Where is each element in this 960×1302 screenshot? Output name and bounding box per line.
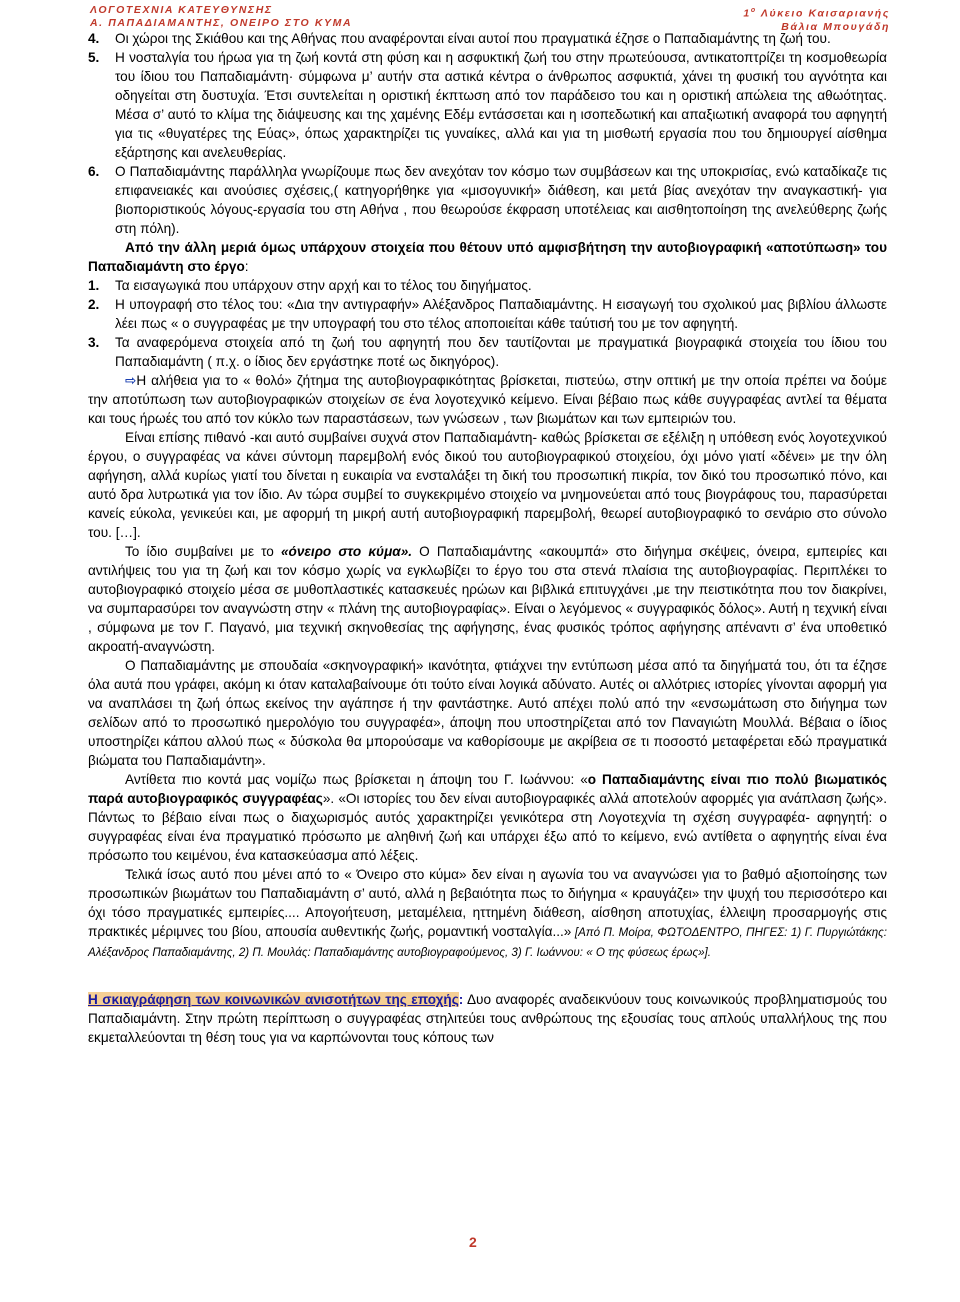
paragraph-same: Το ίδιο συμβαίνει με το «όνειρο στο κύμα». Ο Παπαδιαμάντης «ακουμπά» στο διήγημα σκέψεις, όνειρα, εμπειρίες και αντιλήψεις του για τη ζωή και τον κόσμο χωρίς να εγκλωβίζει το έργο του στα στενά πλαίσια της αυτοβιογραφίας. Περιπλέκει το αυτοβιογραφικό στοιχείο μέσα σε μυθοπλαστικές κατασκευές ηρώων και βιβλικά επιτυγχάνει ,με την πειστικότητα που τον διακρίνει, να συμπαρασύρει τον αναγνώστη στην « πλάνη της αυτοβιογραφίας». Είναι ο λεγόμενος « συγγραφικός δόλος». Αυτή η τεχνική είναι , σύμφωνα με τον Γ. Παγανό, μια τεχνική σκηνοθεσίας της αφήγησης, ένας φυσικός τρόπος αφήγησης απέναντι σ’ ένα υποθετικό ακροατή-αναγνώστη. [88,544,887,654]
highlighted-heading: Η σκιαγράφηση των κοινωνικών ανισοτήτων της εποχής [88,992,459,1007]
list-item [88,29,887,48]
paragraph-stage: Ο Παπαδιαμάντης με σπουδαία «σκηνογραφική» ικανότητα, φτιάχνει την εντύπωση μέσα από τα διηγήματά του, ότι τα έζησε όλα αυτά που γράφει, ακόμη κι όταν καταλαβαίνουμε ότι τούτο είναι λογικά αδύνατο. Αυτές οι αλλότριες ιστορίες γίνονται αφορμή για να αναπλάσει τη ζωή όπως εκείνος την αγάπησε ή την φαντάστηκε. Αυτό απέχει πολύ από την «ενσωμάτωση στο διήγημα των σελίδων από το προσωπικό ημερολόγιο του συγγραφέα», άποψη που υποστηρίζεται από τον Παναγιώτη Μουλλά. Βέβαια ο ίδιος υποστηρίζει κάπου αλλού πως « δύσκολα θα μπορούσαμε να καθορίσουμε με ακρίβεια σε τι ποσοστό μεταφέρεται εδώ πραγματικά βιώματα του Παπαδιαμάντη». [88,658,887,768]
header-work: Α. ΠΑΠΑΔΙΑΜΑΝΤΗΣ, ΟΝΕΙΡΟ ΣΤΟ ΚΥΜΑ [90,17,353,29]
page-header [90,4,890,32]
paragraph-social: Η σκιαγράφηση των κοινωνικών ανισοτήτων της εποχής: Δυο αναφορές αναδεικνύουν τους κοινωνικούς προβληματισμούς του Παπαδιαμάντη. Στην πρώτη περίπτωση ο συγγραφέας στηλιτεύει τους ανθρώπους της εξουσίας τους απλούς υπαλλήλους της που εκμεταλλεύονται τη θέση τους για να καρπώνονται τους κόπους των [88,992,887,1045]
work-title: «όνειρο στο κύμα». [280,544,413,559]
list-item [88,276,887,295]
item-number: 4. [88,31,100,46]
paragraph-final: Τελικά ίσως αυτό που μένει από το « Όνειρο στο κύμα» δεν είναι η αγωνία του να αναγνώσει για το βαθμό αξιοποίησης των προσωπικών βιωμάτων του Παπαδιαμάντη σ’ αυτό, αλλά η βεβαιότητα πως το διήγημα « κραυγάζει» την ψυχή του περισσότερο και όχι τόσο πραγματικές εμπειρίες.... Απογοήτευση, μεταμέλεια, ηττημένη διάθεση, αίσθηση αποτυχίας, έλλειψη προσαρμογής στις πρακτικές μέριμνες του βίου, απουσία αυθεντικής ζωής, ρομαντική νοσταλγία...» [Από Π. Μοίρα, ΦΩΤΟΔΕΝΤΡΟ, ΠΗΓΕΣ: 1) Γ. Πυργιώτάκης: Αλέξανδρος Παπαδιαμάντης, 2) Π. Μουλάς: Παπαδιαμάντης αυτοβιογραφούμενος, 3) Γ. Ιωάννου: « Ο της φύσεως έρως»]. [88,867,888,959]
item-text: Τα εισαγωγικά που υπάρχουν στην αρχή και το τέλος του διηγήματος. [115,278,532,293]
page-number: 2 [469,1234,477,1250]
list-item [88,333,887,371]
header-school: $1^o$ Λύκειο Καισαριανής [743,7,890,20]
arrow-right-icon: ⇨ [125,373,137,388]
header-subject: ΛΟΓΟΤΕΧΝΙΑ ΚΑΤΕΥΘΥΝΣΗΣ [90,4,273,16]
item-text: Τα αναφερόμενα στοιχεία από τη ζωή του αφηγητή που δεν ταυτίζονται με πραγματικά βιογραφικά στοιχεία του ίδιου του Παπαδιαμάντη ( π.χ. ο ίδιος δεν εργάστηκε ποτέ ως δικηγόρος). [115,335,887,369]
item-number: 6. [88,164,100,179]
item-text: Η υπογραφή στο τέλος του: «Δια την αντιγραφήν» Αλέξανδρος Παπαδιαμάντης. Η εισαγωγή του σχολικού μας βιβλίου άλλωστε λέει πως « ο συγγραφέας με την υπογραφή του στο τέλος αποποιείται κάθε ταύτισή του με τον αφηγητή. [115,297,887,331]
section-heading: Από την άλλη μεριά όμως υπάρχουν στοιχεία που θέτουν υπό αμφισβήτηση την αυτοβιογραφική «αποτύπωση» του Παπαδιαμάντη στο έργο: [88,240,887,274]
item-number: 1. [88,278,100,293]
item-text: Οι χώροι της Σκιάθου και της Αθήνας που αναφέρονται είναι αυτοί που πραγματικά έζησε ο Παπαδιαμάντης τη ζωή του. [115,31,831,46]
header-author: Βάλια Μπουγάδη [781,20,890,33]
list-item [88,295,887,333]
references: [Από Π. Μοίρα, ΦΩΤΟΔΕΝΤΡΟ, ΠΗΓΕΣ: 1) Γ. Πυργιώτάκης: Αλέξανδρος Παπαδιαμάντης, 2) Π. Μουλάς: Παπαδιαμάντης αυτοβιογραφούμενος, 3) Γ. Ιωάννου: « Ο της φύσεως έρως»]. [88,926,888,959]
spacer [88,962,887,990]
list-item [88,162,887,238]
paragraph-truth: ⇨Η αλήθεια για το « θολό» ζήτημα της αυτοβιογραφικότητας βρίσκεται, πιστεύω, στην οπτική με την οποία πρέπει να δούμε την αποτύπωση των αυτοβιογραφικών στοιχείων σε ένα λογοτεχνικό κείμενο. Είναι βέβαιο πως κάθε συγγραφέας αντλεί τα θέματα και τους ήρωές του από τον κύκλο των παραστάσεων, των γνώσεων , των βιωμάτων και των εμπειριών του. [88,373,887,426]
document-body [88,29,887,1047]
item-text: Ο Παπαδιαμάντης παράλληλα γνωρίζουμε πως δεν ανεχόταν τον κόσμο των συμβάσεων και της υποκρισίας, ενώ καταδίκαζε τις επιφανειακές και ανούσιες σχέσεις,( κατηγορήθηκε για «μισογυνική» διάθεση, και μετά βίας ανεχόταν την αναγκαστική- για βιοποριστικούς λόγους-εργασία του στη Αθήνα , που θεωρούσε έκφραση υποτέλειας και αισθητοποίηση της ανελεύθερης ζωής στη πόλη). [115,164,887,236]
paragraph-possible: Είναι επίσης πιθανό -και αυτό συμβαίνει συχνά στον Παπαδιαμάντη- καθώς βρίσκεται σε εξέλιξη η υπόθεση ενός λογοτεχνικού έργου, ο συγγραφέας να κάνει σύντομη παρεμβολή ενός δικού του αυτοβιογραφικού στοιχείου, όχι μόνο γιατί «δένει» με την όλη αφήγηση, αλλά κυρίως γιατί του δίνεται η ευκαιρία να ενσταλάξει τη δική του προσωπική πικρία, τον δικό του προσωπικό πόνο, και αυτό δρα λυτρωτικά για τον ίδιο. Αν τώρα συμβεί το συγκεκριμένο στοιχείο να μνημονεύεται από τους βιογράφους του, παρασύρεται κανείς εύκολα, γενικεύει και, με αφορμή τη μικρή αυτή αυτοβιογραφική παρεμβολή, θεωρεί αυτοβιογραφικό το σενάριο στο σύνολο του. […]. [88,430,887,540]
list-item [88,48,887,162]
item-number: 2. [88,297,100,312]
paragraph-opposite: Αντίθετα πιο κοντά μας νομίζω πως βρίσκεται η άποψη του Γ. Ιωάννου: «ο Παπαδιαμάντης είναι πιο πολύ βιωματικός παρά αυτοβιογραφικός συγγραφέας». «Οι ιστορίες του δεν είναι αυτοβιογραφικές αλλά αποτελούν αφορμές για ανάπλαση ζωής». Πάντως το βέβαιο είναι πως ο διαχωρισμός αυτός χαρακτηρίζει γενικότερα στη Λογοτεχνία τη σχέση συγγραφέα- αφηγητή: ο συγγραφέας είναι ένα πραγματικό πρόσωπο με αληθινή ζωή και υπάρχει έξω από το κείμενο, ενώ αντίθετα ο αφηγητής είναι ένα πρόσωπο του κειμένου, ένα κατασκεύασμα από λέξεις. [88,772,888,863]
header-left [90,4,352,30]
item-text: Η νοσταλγία του ήρωα για τη ζωή κοντά στη φύση και η ασφυκτική ζωή του στην πρωτεύουσα, αντικατοπτρίζει τη κοσμοθεωρία του ίδιου του Παπαδιαμάντη· σύμφωνα μ’ αυτήν στα αστικά κέντρα ο άνθρωπος ασφυκτιά, χάνει τη φυσική του αγνότητα και οδηγείται στη δυστυχία. Έτσι συντελείται η οριστική έκπτωση από τον παράδεισο του και η οριστική απώλεια της αθωότητας. Μέσα σ’ αυτό το κλίμα της διάψευσης και της χαμένης Εδέμ εντάσσεται και η ισοπεδωτική και απαξιωτική αναφορά του αφηγητή για τις «θυγατέρες της Εύας», όπως χαρακτηρίζει τις γυναίκες, αλλά και για τη μισθωτή εργασία που του δημιουργεί αίσθημα εξάρτησης και ανελευθερίας. [115,50,887,160]
item-number: 3. [88,335,100,350]
item-number: 5. [88,50,100,65]
